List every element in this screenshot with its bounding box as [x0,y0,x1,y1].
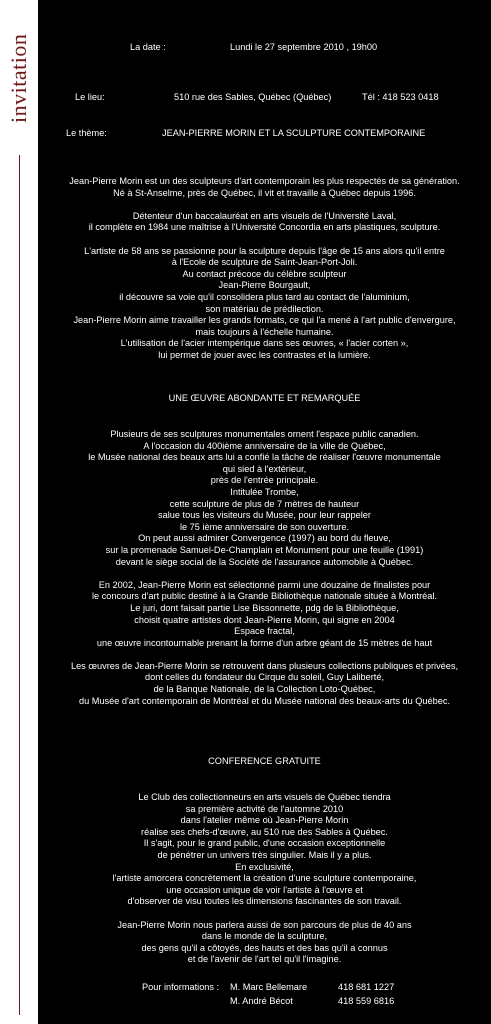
text-line: à l'Ecole de sculpture de Saint-Jean-Port-Joli. [171,257,358,268]
text-line: d'observer de visu toutes les dimensions fascinantes de son travail. [127,896,402,907]
contact-name: M. Marc Bellemare [230,982,308,992]
lieu-address: 510 rue des Sables, Québec (Québec) [174,92,332,102]
text-line: une œuvre incontournable prenant la forme d'un arbre géant de 15 mètres de haut [96,637,433,648]
text-line [38,908,491,920]
lieu-phone: Tél : 418 523 0418 [362,92,439,102]
sidebar-divider-line [19,155,20,1015]
contact-name: M. André Bécot [230,996,293,1006]
text-line: Intitulée Trombe, [230,486,299,497]
text-line: de pénétrer un univers très singulier. Mais il y a plus. [157,849,372,860]
text-line: et de l'avenir de l'art tel qu'il l'imagine. [187,954,342,965]
text-line: des gens qu'il a côtoyés, des hauts et des bas qu'il a connus [141,942,388,953]
text-line: Plusieurs de ses sculptures monumentales ornent l'espace public canadien. [110,429,419,439]
text-line: de la Banque Nationale, de la Collection Loto-Québec, [153,684,376,695]
text-line: son matériau de prédilection. [205,303,324,314]
text-line [38,568,491,580]
theme-value: JEAN-PIERRE MORIN ET LA SCULPTURE CONTEMPORAINE [162,128,426,138]
text-line: sur la promenade Samuel-De-Champlain et Monument pour une feuille (1991) [105,544,424,555]
text-line: choisit quatre artistes dont Jean-Pierre Morin, qui signe en 2004 [134,614,395,625]
theme-label: Le thème: [66,128,107,138]
text-line: il complète en 1984 une maîtrise à l'Université Concordia en arts plastiques, sculpture. [88,222,441,233]
text-line: le concours d'art public destiné à la Grande Bibliothèque nationale située à Montréal. [92,591,437,602]
text-line: L'artiste de 58 ans se passionne pour la sculpture depuis l'âge de 15 ans alors qu'il entre [84,245,445,256]
text-line: près de l'entrée principale. [210,475,319,486]
text-line: Détenteur d'un baccalauréat en arts visuels de l'Université Laval, [132,210,397,221]
text-line: Jean-Pierre Morin nous parlera aussi de son parcours de plus de 40 ans [117,919,412,930]
text-line: Jean-Pierre Morin est un des sculpteurs d'art contemporain les plus respectés de sa génération. [69,176,460,186]
text-line: cette sculpture de plus de 7 mètres de hauteur [169,498,360,509]
text-line [38,649,491,661]
date-value: Lundi le 27 septembre 2010 , 19h00 [230,42,378,52]
text-line [38,199,491,211]
text-line: En 2002, Jean-Pierre Morin est sélectionné parmi une douzaine de finalistes pour [98,579,431,590]
text-line: On peut aussi admirer Convergence (1997) au bord du fleuve, [138,533,391,544]
lieu-label: Le lieu: [75,92,105,102]
text-line: En exclusivité, [235,861,294,872]
text-line: A l'occasion du 400ième anniversaire de la ville de Québec, [143,440,386,451]
text-line: Le Club des collectionneurs en arts visuels de Québec tiendra [138,792,391,802]
contacts-label: Pour informations : [142,982,220,992]
section-heading-oeuvre: UNE ŒUVRE ABONDANTE ET REMARQUÉE [168,393,361,403]
text-line: salue tous les visiteurs du Musée, pour leur rappeler [158,510,371,521]
oeuvre-paragraph [38,429,491,707]
text-line: Le juri, dont faisait partie Lise Bissonnette, pdg de la Bibliothèque, [130,602,399,613]
text-line: dans le monde de la sculpture, [201,931,328,942]
text-line: Espace fractal, [234,626,295,637]
text-line: réalise ses chefs-d'œuvre, au 510 rue des Sables à Québec. [141,826,388,837]
text-line: il découvre sa voie qu'il consolidera plus tard au contact de l'aluminium, [119,291,410,302]
text-line: devant le siège social de la Société de l'assurance automobile à Québec. [115,556,414,567]
text-line: une occasion unique de voir l'artiste à l'œuvre et [166,884,363,895]
sidebar-label: invitation [6,33,32,123]
text-line: dont celles du fondateur du Cirque du soleil, Guy Laliberté, [144,672,385,683]
text-line: qui sied à l'extérieur, [222,463,307,474]
text-line: sa première activité de l'automne 2010 [185,803,344,814]
date-label: La date : [130,42,166,52]
text-line: lui permet de jouer avec les contrastes et la lumière. [158,349,371,360]
contact-phone: 418 559 6816 [338,996,395,1006]
text-line: du Musée d'art contemporain de Montréal et du Musée national des beaux-arts du Québec. [78,695,450,706]
sidebar-strip [0,0,38,1024]
text-line: le Musée national des beaux arts lui a confié la tâche de réaliser l'œuvre monumentale [88,452,441,463]
text-line: le 75 ième anniversaire de son ouverture. [179,521,350,532]
contact-phone: 418 681 1227 [338,982,395,992]
text-line: mais toujours à l'échelle humaine. [195,326,334,337]
invitation-content [38,0,491,1024]
text-line: Jean-Pierre Morin aime travailler les grands formats, ce qui l'a mené à l'art public d'envergure, [73,315,456,326]
text-line: dans l'atelier même où Jean-Pierre Morin [180,815,349,826]
text-line: l'artiste amorcera concrètement la création d'une sculpture contemporaine, [112,873,417,884]
text-line: Au contact précoce du célèbre sculpteur [182,268,347,279]
conference-paragraph [38,792,491,966]
text-line [38,234,491,246]
text-line: Né à St-Anselme, près de Québec, il vit et travaille à Québec depuis 1996. [113,187,416,198]
text-line: Il s'agit, pour le grand public, d'une occasion exceptionnelle [143,838,386,849]
section-heading-conference: CONFERENCE GRATUITE [208,756,321,766]
text-line: Les œuvres de Jean-Pierre Morin se retrouvent dans plusieurs collections publiques et privées, [70,660,459,671]
bio-paragraph [38,176,491,362]
text-line: L'utilisation de l'acier intempérique dans ses œuvres, « l'acier corten », [120,338,409,349]
text-line: Jean-Pierre Bourgault, [218,280,311,291]
